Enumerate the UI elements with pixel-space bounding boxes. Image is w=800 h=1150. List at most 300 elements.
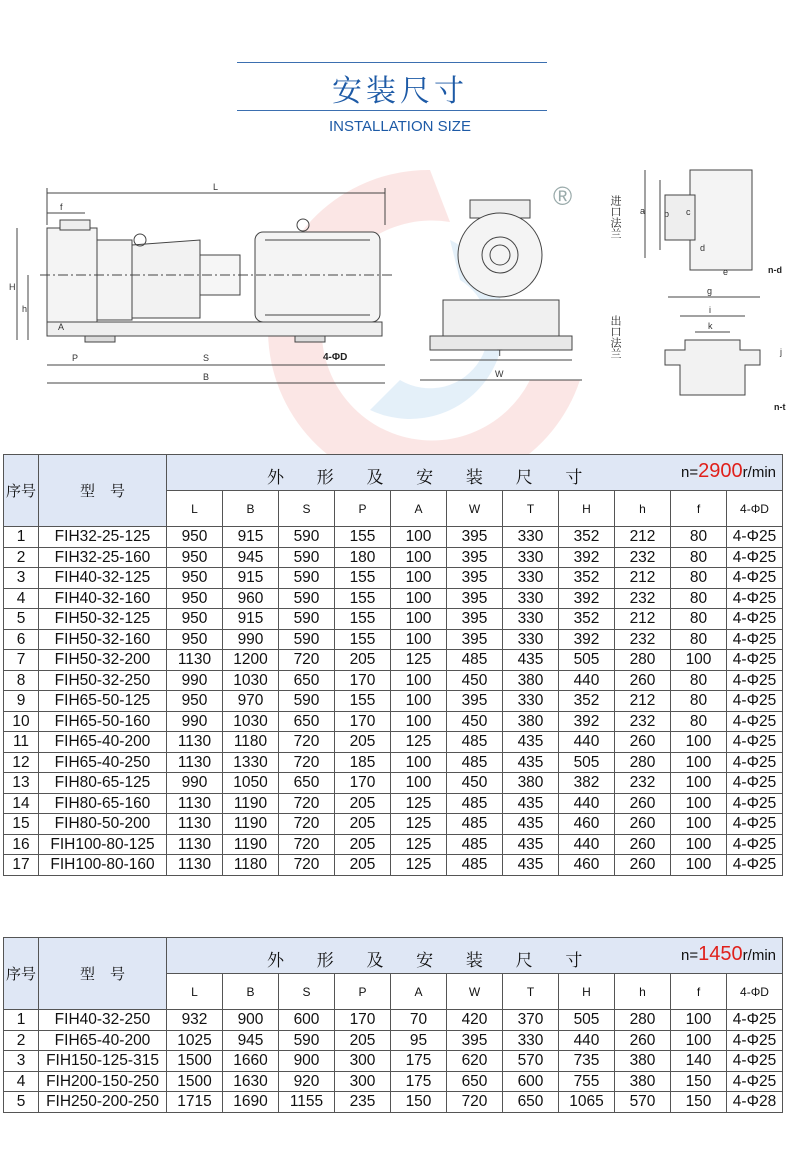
row-value: 100 <box>671 1030 727 1051</box>
row-value: 155 <box>335 629 391 650</box>
row-value: 590 <box>279 1030 335 1051</box>
row-value: 505 <box>559 752 615 773</box>
dim-T: T <box>497 348 503 358</box>
row-model: FIH65-40-250 <box>39 752 167 773</box>
row-value: 1025 <box>167 1030 223 1051</box>
row-value: 155 <box>335 568 391 589</box>
row-value: 95 <box>391 1030 447 1051</box>
row-model: FIH100-80-125 <box>39 834 167 855</box>
row-value: 900 <box>279 1051 335 1072</box>
row-value: 650 <box>503 1092 559 1113</box>
dim-B: B <box>203 372 210 382</box>
row-value: 1030 <box>223 670 279 691</box>
row-value: 4-Φ25 <box>727 855 783 876</box>
dim-b: b <box>664 209 670 219</box>
row-value: 395 <box>447 1030 503 1051</box>
row-value: 1330 <box>223 752 279 773</box>
row-value: 990 <box>167 773 223 794</box>
row-value: 260 <box>615 834 671 855</box>
row-value: 620 <box>447 1051 503 1072</box>
row-model: FIH32-25-125 <box>39 527 167 548</box>
table-row <box>4 752 783 773</box>
speed-value: 2900 <box>698 460 743 482</box>
row-model: FIH65-50-160 <box>39 711 167 732</box>
col-header: L <box>167 491 223 527</box>
row-value: 205 <box>335 834 391 855</box>
col-header: P <box>335 491 391 527</box>
row-value: 100 <box>671 814 727 835</box>
dim-A: A <box>58 322 65 332</box>
row-value: 70 <box>391 1010 447 1031</box>
row-value: 100 <box>671 732 727 753</box>
row-value: 590 <box>279 568 335 589</box>
row-value: 435 <box>503 834 559 855</box>
header <box>0 0 800 150</box>
inlet-flange-view <box>609 170 782 277</box>
table-row <box>4 711 783 732</box>
row-value: 650 <box>279 670 335 691</box>
row-value: 80 <box>671 527 727 548</box>
row-value: 590 <box>279 527 335 548</box>
row-seq: 9 <box>4 691 39 712</box>
dimension-group-header <box>167 455 783 491</box>
row-value: 1030 <box>223 711 279 732</box>
row-seq: 7 <box>4 650 39 671</box>
row-value: 950 <box>167 629 223 650</box>
row-value: 150 <box>671 1092 727 1113</box>
col-header: f <box>671 491 727 527</box>
row-value: 485 <box>447 650 503 671</box>
row-value: 100 <box>391 588 447 609</box>
front-view <box>420 181 582 380</box>
dimension-group-header <box>167 938 783 974</box>
row-value: 4-Φ28 <box>727 1092 783 1113</box>
row-value: 1130 <box>167 814 223 835</box>
row-value: 435 <box>503 814 559 835</box>
row-model: FIH200-150-250 <box>39 1071 167 1092</box>
row-value: 150 <box>671 1071 727 1092</box>
table-row <box>4 1051 783 1072</box>
row-value: 4-Φ25 <box>727 670 783 691</box>
col-header: 4-ΦD <box>727 491 783 527</box>
col-header: P <box>335 974 391 1010</box>
row-value: 440 <box>559 732 615 753</box>
row-value: 735 <box>559 1051 615 1072</box>
row-value: 395 <box>447 609 503 630</box>
row-value: 100 <box>671 834 727 855</box>
row-model: FIH65-40-200 <box>39 1030 167 1051</box>
table-row <box>4 732 783 753</box>
row-value: 100 <box>391 670 447 691</box>
dim-e: e <box>723 267 729 277</box>
row-value: 370 <box>503 1010 559 1031</box>
row-model: FIH80-50-200 <box>39 814 167 835</box>
row-value: 100 <box>671 855 727 876</box>
row-value: 720 <box>447 1092 503 1113</box>
row-seq: 6 <box>4 629 39 650</box>
table-row <box>4 568 783 589</box>
row-value: 100 <box>391 629 447 650</box>
row-model: FIH65-40-200 <box>39 732 167 753</box>
row-seq: 2 <box>4 547 39 568</box>
row-value: 125 <box>391 732 447 753</box>
row-value: 330 <box>503 609 559 630</box>
row-value: 392 <box>559 629 615 650</box>
row-value: 232 <box>615 547 671 568</box>
row-value: 435 <box>503 855 559 876</box>
row-value: 330 <box>503 1030 559 1051</box>
row-value: 4-Φ25 <box>727 650 783 671</box>
row-value: 330 <box>503 547 559 568</box>
row-value: 80 <box>671 711 727 732</box>
row-value: 380 <box>503 670 559 691</box>
row-value: 80 <box>671 588 727 609</box>
row-value: 395 <box>447 568 503 589</box>
dim-nd: n-d <box>768 265 782 275</box>
row-value: 1500 <box>167 1051 223 1072</box>
row-value: 720 <box>279 855 335 876</box>
col-seq-header: 序号 <box>4 455 39 527</box>
row-seq: 3 <box>4 568 39 589</box>
row-value: 4-Φ25 <box>727 793 783 814</box>
table-row <box>4 1092 783 1113</box>
row-value: 600 <box>279 1010 335 1031</box>
row-value: 570 <box>503 1051 559 1072</box>
row-value: 915 <box>223 609 279 630</box>
row-seq: 16 <box>4 834 39 855</box>
row-value: 232 <box>615 588 671 609</box>
row-value: 205 <box>335 732 391 753</box>
col-header: h <box>615 491 671 527</box>
dim-nt: n-t <box>774 402 786 412</box>
row-value: 300 <box>335 1071 391 1092</box>
row-value: 205 <box>335 855 391 876</box>
title-top-rule <box>237 62 547 63</box>
row-value: 440 <box>559 834 615 855</box>
table-row <box>4 629 783 650</box>
row-value: 380 <box>503 711 559 732</box>
speed-value: 1450 <box>698 943 743 965</box>
table-row <box>4 670 783 691</box>
col-header: B <box>223 491 279 527</box>
row-value: 100 <box>671 773 727 794</box>
row-value: 435 <box>503 650 559 671</box>
table-row <box>4 855 783 876</box>
table-row <box>4 609 783 630</box>
speed-unit: r/min <box>742 947 776 964</box>
row-seq: 5 <box>4 1092 39 1113</box>
row-value: 650 <box>447 1071 503 1092</box>
col-header: T <box>503 491 559 527</box>
row-value: 100 <box>391 773 447 794</box>
installation-drawing <box>0 150 800 440</box>
row-value: 945 <box>223 547 279 568</box>
row-value: 395 <box>447 547 503 568</box>
row-value: 505 <box>559 650 615 671</box>
row-value: 435 <box>503 752 559 773</box>
col-header: H <box>559 974 615 1010</box>
row-value: 950 <box>167 609 223 630</box>
dim-k: k <box>708 321 713 331</box>
row-value: 1190 <box>223 793 279 814</box>
row-value: 80 <box>671 670 727 691</box>
row-value: 460 <box>559 814 615 835</box>
row-value: 232 <box>615 773 671 794</box>
col-header: L <box>167 974 223 1010</box>
row-value: 1130 <box>167 752 223 773</box>
row-seq: 8 <box>4 670 39 691</box>
row-value: 590 <box>279 547 335 568</box>
row-value: 950 <box>167 691 223 712</box>
dim-L: L <box>213 182 219 192</box>
row-value: 650 <box>279 711 335 732</box>
inlet-flange-title: 进口法兰 <box>609 195 621 239</box>
row-value: 330 <box>503 691 559 712</box>
row-value: 125 <box>391 650 447 671</box>
page-title: 安装尺寸 <box>332 74 468 109</box>
row-value: 1130 <box>167 855 223 876</box>
row-model: FIH150-125-315 <box>39 1051 167 1072</box>
dim-c: c <box>686 207 691 217</box>
row-value: 720 <box>279 732 335 753</box>
table-row <box>4 814 783 835</box>
speed-prefix: n= <box>681 464 699 481</box>
row-value: 485 <box>447 855 503 876</box>
row-value: 4-Φ25 <box>727 773 783 794</box>
dim-S: S <box>203 353 210 363</box>
row-value: 720 <box>279 793 335 814</box>
col-header: S <box>279 974 335 1010</box>
row-value: 280 <box>615 752 671 773</box>
row-value: 1690 <box>223 1092 279 1113</box>
row-value: 450 <box>447 670 503 691</box>
row-value: 485 <box>447 814 503 835</box>
row-seq: 14 <box>4 793 39 814</box>
row-value: 720 <box>279 752 335 773</box>
row-value: 950 <box>167 568 223 589</box>
row-value: 125 <box>391 814 447 835</box>
row-value: 4-Φ25 <box>727 1010 783 1031</box>
page-subtitle: INSTALLATION SIZE <box>329 118 471 135</box>
row-value: 755 <box>559 1071 615 1092</box>
row-value: 100 <box>671 1010 727 1031</box>
row-value: 260 <box>615 814 671 835</box>
row-value: 380 <box>615 1071 671 1092</box>
row-model: FIH100-80-160 <box>39 855 167 876</box>
col-header: h <box>615 974 671 1010</box>
row-value: 180 <box>335 547 391 568</box>
bolt-label: 4-ΦD <box>323 352 348 363</box>
row-value: 4-Φ25 <box>727 691 783 712</box>
row-value: 4-Φ25 <box>727 814 783 835</box>
row-model: FIH50-32-250 <box>39 670 167 691</box>
col-header: B <box>223 974 279 1010</box>
table-row <box>4 650 783 671</box>
table-row <box>4 773 783 794</box>
row-value: 590 <box>279 609 335 630</box>
group-title: 外 形 及 安 装 尺 寸 <box>267 951 597 970</box>
row-value: 212 <box>615 527 671 548</box>
row-value: 100 <box>391 568 447 589</box>
row-value: 175 <box>391 1071 447 1092</box>
row-value: 260 <box>615 1030 671 1051</box>
row-seq: 11 <box>4 732 39 753</box>
col-model-header: 型 号 <box>39 938 167 1010</box>
row-value: 260 <box>615 670 671 691</box>
row-value: 232 <box>615 629 671 650</box>
side-view <box>9 182 395 383</box>
row-value: 380 <box>503 773 559 794</box>
row-value: 1660 <box>223 1051 279 1072</box>
row-value: 945 <box>223 1030 279 1051</box>
col-header: W <box>447 491 503 527</box>
row-value: 960 <box>223 588 279 609</box>
row-value: 990 <box>223 629 279 650</box>
col-header: A <box>391 491 447 527</box>
table-row <box>4 527 783 548</box>
row-model: FIH40-32-160 <box>39 588 167 609</box>
row-value: 100 <box>391 609 447 630</box>
row-value: 352 <box>559 568 615 589</box>
row-value: 1180 <box>223 855 279 876</box>
row-value: 435 <box>503 793 559 814</box>
row-value: 382 <box>559 773 615 794</box>
row-value: 205 <box>335 1030 391 1051</box>
row-value: 950 <box>167 588 223 609</box>
row-value: 915 <box>223 568 279 589</box>
row-value: 395 <box>447 629 503 650</box>
row-value: 1130 <box>167 834 223 855</box>
col-header: H <box>559 491 615 527</box>
row-seq: 12 <box>4 752 39 773</box>
row-value: 100 <box>391 691 447 712</box>
row-value: 100 <box>391 752 447 773</box>
table-row <box>4 1030 783 1051</box>
row-value: 80 <box>671 568 727 589</box>
table-row <box>4 793 783 814</box>
row-seq: 5 <box>4 609 39 630</box>
row-value: 1715 <box>167 1092 223 1113</box>
row-value: 175 <box>391 1051 447 1072</box>
row-value: 1200 <box>223 650 279 671</box>
col-header: T <box>503 974 559 1010</box>
table-row <box>4 588 783 609</box>
row-value: 570 <box>615 1092 671 1113</box>
row-value: 485 <box>447 834 503 855</box>
outlet-flange-view <box>609 286 786 412</box>
row-value: 155 <box>335 588 391 609</box>
row-value: 1190 <box>223 814 279 835</box>
row-value: 485 <box>447 793 503 814</box>
row-value: 280 <box>615 650 671 671</box>
row-value: 485 <box>447 752 503 773</box>
row-value: 600 <box>503 1071 559 1092</box>
row-value: 155 <box>335 609 391 630</box>
row-value: 4-Φ25 <box>727 568 783 589</box>
speed-label <box>681 943 776 966</box>
col-header: S <box>279 491 335 527</box>
row-value: 80 <box>671 609 727 630</box>
row-value: 260 <box>615 732 671 753</box>
row-seq: 2 <box>4 1030 39 1051</box>
col-model-header: 型 号 <box>39 455 167 527</box>
row-value: 125 <box>391 793 447 814</box>
row-value: 330 <box>503 527 559 548</box>
row-seq: 1 <box>4 527 39 548</box>
row-value: 330 <box>503 568 559 589</box>
row-model: FIH40-32-250 <box>39 1010 167 1031</box>
row-value: 392 <box>559 588 615 609</box>
row-value: 590 <box>279 588 335 609</box>
row-value: 440 <box>559 670 615 691</box>
row-value: 950 <box>167 527 223 548</box>
row-model: FIH50-32-200 <box>39 650 167 671</box>
row-value: 4-Φ25 <box>727 732 783 753</box>
row-value: 1130 <box>167 732 223 753</box>
row-value: 720 <box>279 814 335 835</box>
row-value: 300 <box>335 1051 391 1072</box>
row-value: 440 <box>559 793 615 814</box>
row-value: 4-Φ25 <box>727 629 783 650</box>
row-value: 4-Φ25 <box>727 609 783 630</box>
row-value: 260 <box>615 793 671 814</box>
row-value: 170 <box>335 670 391 691</box>
title-bottom-rule <box>237 110 547 111</box>
row-value: 420 <box>447 1010 503 1031</box>
row-value: 720 <box>279 650 335 671</box>
row-value: 395 <box>447 588 503 609</box>
row-value: 920 <box>279 1071 335 1092</box>
row-seq: 1 <box>4 1010 39 1031</box>
row-value: 170 <box>335 773 391 794</box>
row-value: 380 <box>615 1051 671 1072</box>
row-seq: 10 <box>4 711 39 732</box>
row-value: 395 <box>447 691 503 712</box>
row-model: FIH65-50-125 <box>39 691 167 712</box>
row-value: 100 <box>391 547 447 568</box>
col-header: W <box>447 974 503 1010</box>
row-value: 155 <box>335 527 391 548</box>
row-value: 80 <box>671 547 727 568</box>
row-value: 100 <box>391 711 447 732</box>
row-value: 392 <box>559 547 615 568</box>
row-value: 205 <box>335 793 391 814</box>
row-value: 170 <box>335 711 391 732</box>
row-value: 990 <box>167 711 223 732</box>
row-value: 150 <box>391 1092 447 1113</box>
row-value: 590 <box>279 691 335 712</box>
group-title: 外 形 及 安 装 尺 寸 <box>267 468 597 487</box>
row-value: 155 <box>335 691 391 712</box>
row-value: 352 <box>559 527 615 548</box>
speed-unit: r/min <box>742 464 776 481</box>
row-model: FIH80-65-125 <box>39 773 167 794</box>
table-row <box>4 1010 783 1031</box>
row-value: 212 <box>615 568 671 589</box>
row-seq: 17 <box>4 855 39 876</box>
registered-mark: ® <box>553 181 573 211</box>
row-value: 235 <box>335 1092 391 1113</box>
row-value: 1050 <box>223 773 279 794</box>
speed-prefix: n= <box>681 947 699 964</box>
row-value: 485 <box>447 732 503 753</box>
row-value: 80 <box>671 691 727 712</box>
row-value: 460 <box>559 855 615 876</box>
dim-h: h <box>22 304 28 314</box>
dim-i: i <box>709 305 711 315</box>
dim-W: W <box>495 369 504 379</box>
row-value: 900 <box>223 1010 279 1031</box>
